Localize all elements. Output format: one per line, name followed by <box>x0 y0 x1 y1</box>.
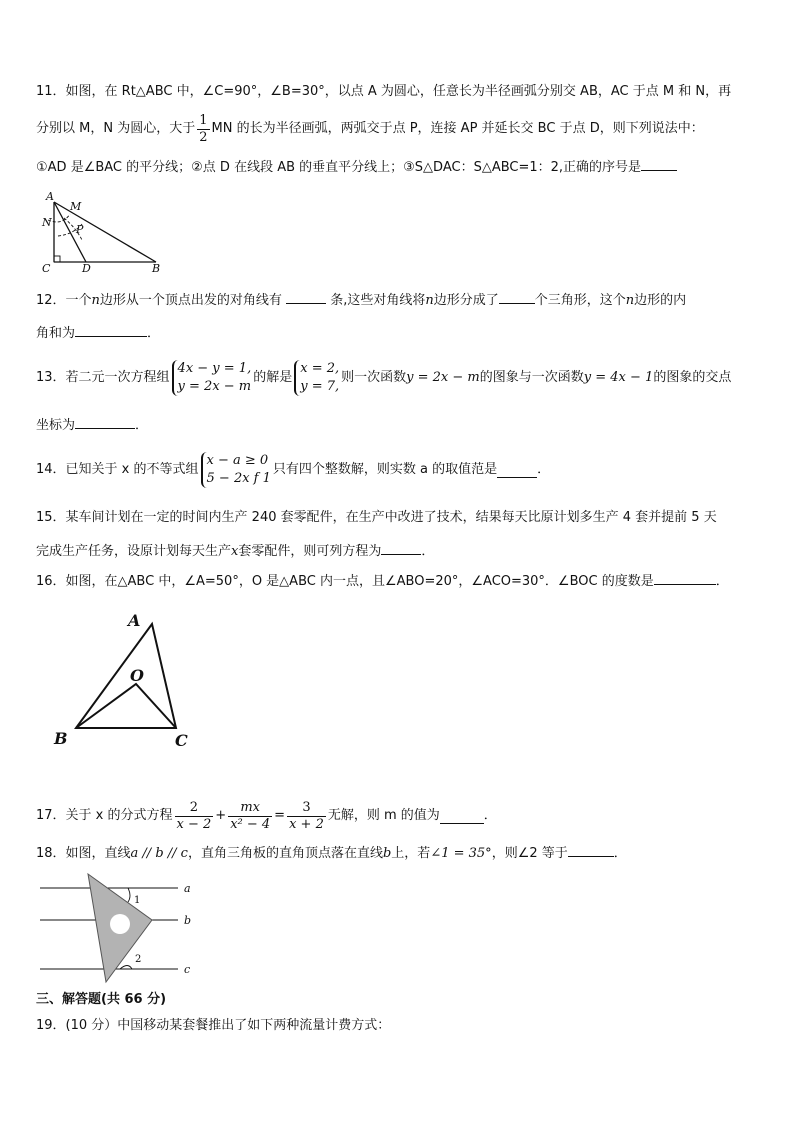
label-a: A <box>46 190 54 203</box>
q17-line <box>36 794 497 838</box>
label-n: N <box>42 216 52 229</box>
label-o: O <box>130 666 144 685</box>
var-n: n <box>91 293 100 308</box>
q11-line2-b: MN 的长为半径画弧，两弧交于点 P，连接 AP 并延长交 BC 于点 D，则下列说法中： <box>211 121 704 136</box>
q13-line2-text: 坐标为 <box>36 418 76 433</box>
answer-blank <box>641 156 677 171</box>
fraction-numerator: 2 <box>175 800 214 817</box>
label-a: A <box>128 611 141 630</box>
fraction-denominator: 2 <box>199 129 208 145</box>
fraction-numerator: 1 <box>199 112 208 128</box>
inequality-row: 5 − 2x f 1 <box>206 471 271 486</box>
fraction-numerator: 3 <box>287 800 326 817</box>
function-2: y = 4x − 1 <box>583 370 654 385</box>
q13-line1 <box>36 356 731 400</box>
var-b: b <box>382 846 392 861</box>
q18-a: 18．如图，直线 <box>36 846 131 861</box>
period: ． <box>613 846 627 861</box>
right-angle-mark <box>54 256 60 262</box>
q11-line2-a: 分别以 M，N 为圆心，大于 <box>36 121 196 136</box>
fraction-numerator: mx <box>228 800 272 817</box>
q11-line3 <box>36 156 677 178</box>
var-x: x <box>231 544 239 559</box>
period: ． <box>147 326 161 341</box>
parallel-lines-expr: a // b // c <box>130 846 188 861</box>
answer-blank <box>286 289 326 304</box>
half-fraction <box>197 113 209 146</box>
q19-line: 19．(10 分）中国移动某套餐推出了如下两种流量计费方式： <box>36 1018 391 1033</box>
equals-sign: = <box>274 808 286 823</box>
equation-row: 4x − y = 1, <box>177 361 252 376</box>
equation-row: x = 2, <box>300 361 340 376</box>
q18-b: ，直角三角板的直角顶点落在直线 <box>187 846 383 861</box>
period: ． <box>715 574 729 589</box>
label-p: P <box>76 223 84 236</box>
q13-a: 13．若二元一次方程组 <box>36 370 170 385</box>
equation-row: y = 2x − m <box>177 379 252 394</box>
q11-line2 <box>36 112 704 146</box>
q15-a: 完成生产任务，设原计划每天生产 <box>36 544 232 559</box>
answer-blank <box>75 414 135 429</box>
section-heading: 三、解答题(共 66 分) <box>36 992 167 1007</box>
q13-b: 的解是 <box>253 370 293 385</box>
q18-c: 上，若 <box>391 846 431 861</box>
equation-system <box>172 360 252 396</box>
var-n: n <box>625 293 635 308</box>
q12-line2 <box>36 322 160 344</box>
q12-c: 条,这些对角线将 <box>330 293 426 308</box>
q11-triangle-figure <box>36 188 176 276</box>
q12-d: 边形分成了 <box>433 293 499 308</box>
solution-system <box>294 360 339 396</box>
angle-1-arc <box>128 888 130 902</box>
q12-e: 个三角形，这个 <box>534 293 626 308</box>
period: ． <box>421 544 435 559</box>
angle-1-label: 1 <box>134 895 141 906</box>
period: ． <box>483 808 497 823</box>
fraction-denominator: x − 2 <box>176 816 212 832</box>
answer-blank <box>654 570 716 585</box>
q15-line1: 15．某车间计划在一定的时间内生产 240 套零配件，在生产中改进了技术，结果每天比原计划多生产 4 套并提前 5 天 <box>36 510 717 525</box>
q14-a: 14．已知关于 x 的不等式组 <box>36 462 199 477</box>
label-c: C <box>175 731 188 750</box>
set-square-hole <box>110 914 130 934</box>
q18-parallel-lines-figure <box>36 870 206 992</box>
label-d: D <box>82 262 91 275</box>
fraction-denominator: x + 2 <box>289 816 324 832</box>
q17-a: 17．关于 x 的分式方程 <box>36 808 173 823</box>
angle-2-arc <box>120 966 132 970</box>
q16-line <box>36 570 729 592</box>
label-b: B <box>54 729 68 748</box>
equation-row: y = 7, <box>300 379 340 394</box>
label-c: C <box>42 262 51 275</box>
inequality-row: x − a ≥ 0 <box>206 453 269 468</box>
q14-line <box>36 448 550 492</box>
q17-b: 无解，则 m 的值为 <box>327 808 440 823</box>
plus-sign: + <box>215 808 227 823</box>
q12-a: 12．一个 <box>36 293 92 308</box>
fraction-denominator: x² − 4 <box>230 816 271 832</box>
q18-d: ，则∠2 等于 <box>491 846 568 861</box>
q12-line2-text: 角和为 <box>36 326 76 341</box>
q14-b: 只有四个整数解，则实数 a 的取值范是 <box>272 462 498 477</box>
answer-blank <box>75 322 147 337</box>
answer-blank <box>499 289 535 304</box>
answer-blank <box>497 463 537 478</box>
label-c: c <box>184 963 191 976</box>
q18-line <box>36 842 627 864</box>
q15-b: 套零配件，则可列方程为 <box>238 544 382 559</box>
angle-1-value: ∠1 = 35° <box>430 846 492 861</box>
q13-c: 则一次函数 <box>341 370 407 385</box>
answer-blank <box>381 540 421 555</box>
label-b: b <box>184 914 192 927</box>
label-m: M <box>70 200 82 213</box>
answer-blank <box>568 842 614 857</box>
fraction-3 <box>287 800 326 833</box>
q13-d: 的图象与一次函数 <box>479 370 584 385</box>
q11-line3-text: ①AD 是∠BAC 的平分线；②点 D 在线段 AB 的垂直平分线上；③S△DAC：S△ABC=1：2,正确的序号是 <box>36 160 642 175</box>
q12-b: 边形从一个顶点出发的对角线有 <box>99 293 282 308</box>
period: ． <box>537 462 551 477</box>
q12-line1 <box>36 289 686 311</box>
q13-line2 <box>36 414 148 436</box>
q11-line1: 11．如图，在 Rt△ABC 中，∠C=90°，∠B=30°，以点 A 为圆心，任意长为半径画弧分别交 AB，AC 于点 M 和 N，再 <box>36 84 732 99</box>
angle-2-label: 2 <box>135 954 142 965</box>
q12-f: 边形的内 <box>634 293 687 308</box>
label-a: a <box>184 882 191 895</box>
function-1: y = 2x − m <box>406 370 480 385</box>
label-b: B <box>152 262 161 275</box>
fraction-1 <box>175 800 214 833</box>
fraction-2 <box>228 800 272 833</box>
var-n: n <box>425 293 434 308</box>
q16-triangle-figure <box>44 604 204 754</box>
inequality-system <box>201 452 271 488</box>
q13-e: 的图象的交点 <box>653 370 732 385</box>
q16-text: 16．如图，在△ABC 中，∠A=50°，O 是△ABC 内一点，且∠ABO=20°，∠ACO=30°．∠BOC 的度数是 <box>36 574 654 589</box>
period: ． <box>135 418 149 433</box>
answer-blank <box>440 809 484 824</box>
q15-line2 <box>36 540 434 562</box>
